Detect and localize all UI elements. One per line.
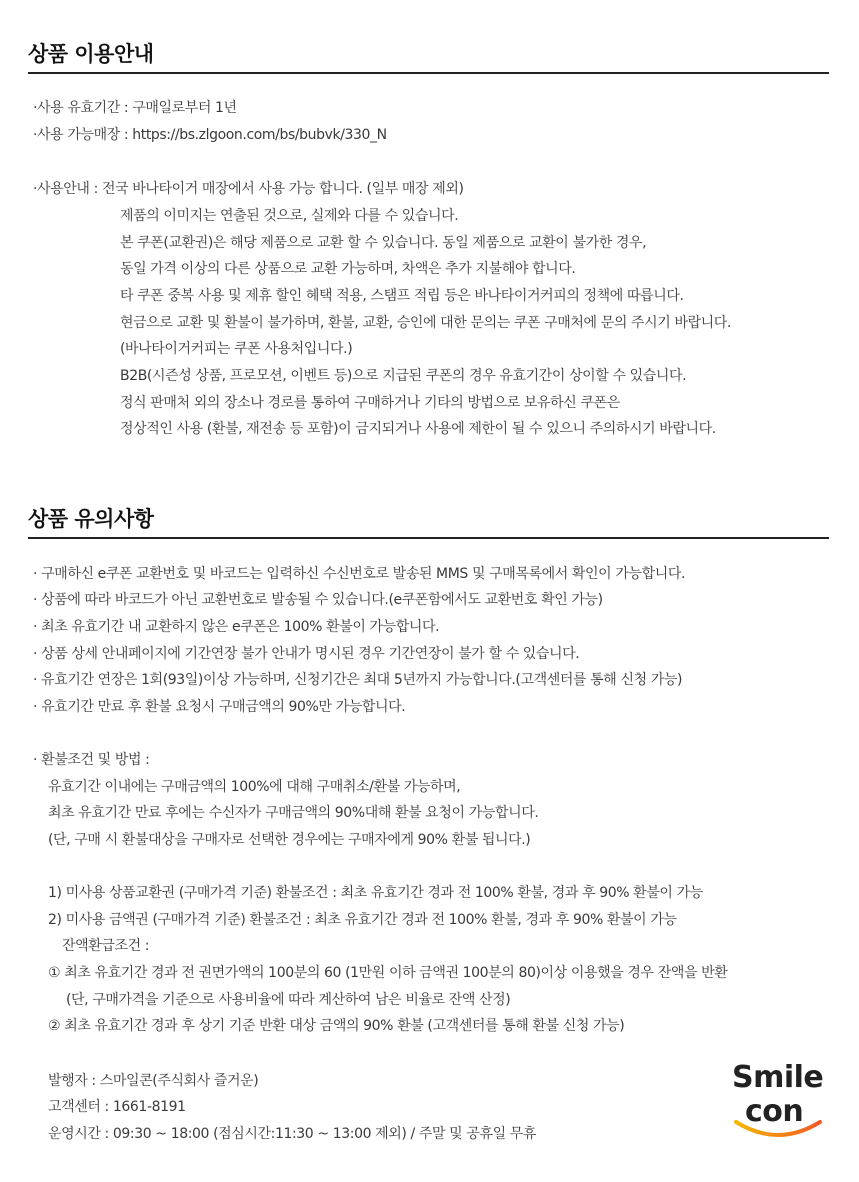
notice-line: (단, 구매가격을 기준으로 사용비율에 따라 계산하여 남은 비율로 잔액 산정) [66,992,511,1008]
notice-line: · 최초 유효기간 내 교환하지 않은 e쿠폰은 100% 환불이 가능합니다. [33,619,440,635]
section-title-notice: 상품 유의사항 [28,507,154,531]
usage-line: 정상적인 사용 (환불, 재전송 등 포함)이 금지되거나 사용에 제한이 될 수 있으니 주의하시기 바랍니다. [120,421,716,437]
notice-line: · 환불조건 및 방법 : [33,752,150,768]
notice-line: · 상품에 따라 바코드가 아닌 교환번호로 발송될 수 있습니다.(e쿠폰함에서도 교환번호 확인 가능) [33,592,603,608]
notice-line: 유효기간 이내에는 구매금액의 100%에 대해 구매취소/환불 가능하며, [48,779,461,795]
notice-line: · 상품 상세 안내페이지에 기간연장 불가 안내가 명시된 경우 기간연장이 불가 할 수 있습니다. [33,646,580,662]
notice-line: · 유효기간 연장은 1회(93일)이상 가능하며, 신청기간은 최대 5년까지 가능합니다.(고객센터를 통해 신청 가능) [33,672,683,688]
usage-line: 제품의 이미지는 연출된 것으로, 실제와 다를 수 있습니다. [120,208,459,224]
smile-arc-icon [732,1118,824,1140]
notice-line: ① 최초 유효기간 경과 전 권면가액의 100분의 60 (1만원 이하 금액권 100분의 80)이상 이용했을 경우 잔액을 반환 [48,965,728,981]
notice-line: (단, 구매 시 환불대상을 구매자로 선택한 경우에는 구매자에게 90% 환불 됩니다.) [48,832,531,848]
usage-line: 타 쿠폰 중복 사용 및 제휴 할인 혜택 적용, 스탬프 적립 등은 바나타이거커피의 정책에 따릅니다. [120,288,684,304]
usage-line: 본 쿠폰(교환권)은 해당 제품으로 교환 할 수 있습니다. 동일 제품으로 교환이 불가한 경우, [120,235,647,251]
usage-line: ·사용안내 : 전국 바나타이거 매장에서 사용 가능 합니다. (일부 매장 제외) [33,181,464,197]
notice-line: 최초 유효기간 만료 후에는 수신자가 구매금액의 90%대해 환불 요청이 가능합니다. [48,805,539,821]
footer-publisher: 발행자 : 스마일콘(주식회사 즐거운) [48,1073,259,1089]
notice-line: 1) 미사용 상품교환권 (구매가격 기준) 환불조건 : 최초 유효기간 경과 전 100% 환불, 경과 후 90% 환불이 가능 [48,885,703,901]
footer-customer-center: 고객센터 : 1661-8191 [48,1099,186,1115]
usage-line: 현금으로 교환 및 환불이 불가하며, 환불, 교환, 승인에 대한 문의는 쿠폰 구매처에 문의 주시기 바랍니다. [120,315,731,331]
notice-line: · 유효기간 만료 후 환불 요청시 구매금액의 90%만 가능합니다. [33,699,406,715]
usage-line: B2B(시즌성 상품, 프로모션, 이벤트 등)으로 지급된 쿠폰의 경우 유효기간이 상이할 수 있습니다. [120,368,687,384]
section-divider [28,537,829,539]
section-divider [28,72,829,74]
logo-text-con: con [745,1094,804,1129]
notice-line: 잔액환급조건 : [62,938,150,954]
smilecon-logo [728,1060,828,1142]
usage-line: 동일 가격 이상의 다른 상품으로 교환 가능하며, 차액은 추가 지불해야 합니다. [120,261,576,277]
footer-hours: 운영시간 : 09:30 ~ 18:00 (점심시간:11:30 ~ 13:00 제외) / 주말 및 공휴일 무휴 [48,1126,537,1142]
usage-line: (바나타이거커피는 쿠폰 사용처입니다.) [120,341,353,357]
notice-line: ② 최초 유효기간 경과 후 상기 기준 반환 대상 금액의 90% 환불 (고객센터를 통해 환불 신청 가능) [48,1018,625,1034]
notice-line: · 구매하신 e쿠폰 교환번호 및 바코드는 입력하신 수신번호로 발송된 MMS 및 구매목록에서 확인이 가능합니다. [33,566,686,582]
usage-line: ·사용 유효기간 : 구매일로부터 1년 [33,100,237,116]
section-title-usage-guide: 상품 이용안내 [28,42,154,66]
usage-line: ·사용 가능매장 : https://bs.zlgoon.com/bs/bubvk/330_N [33,127,387,143]
usage-line: 정식 판매처 외의 장소나 경로를 통하여 구매하거나 기타의 방법으로 보유하신 쿠폰은 [120,395,620,411]
logo-text-smile: Smile [732,1060,824,1095]
notice-line: 2) 미사용 금액권 (구매가격 기준) 환불조건 : 최초 유효기간 경과 전 100% 환불, 경과 후 90% 환불이 가능 [48,912,677,928]
